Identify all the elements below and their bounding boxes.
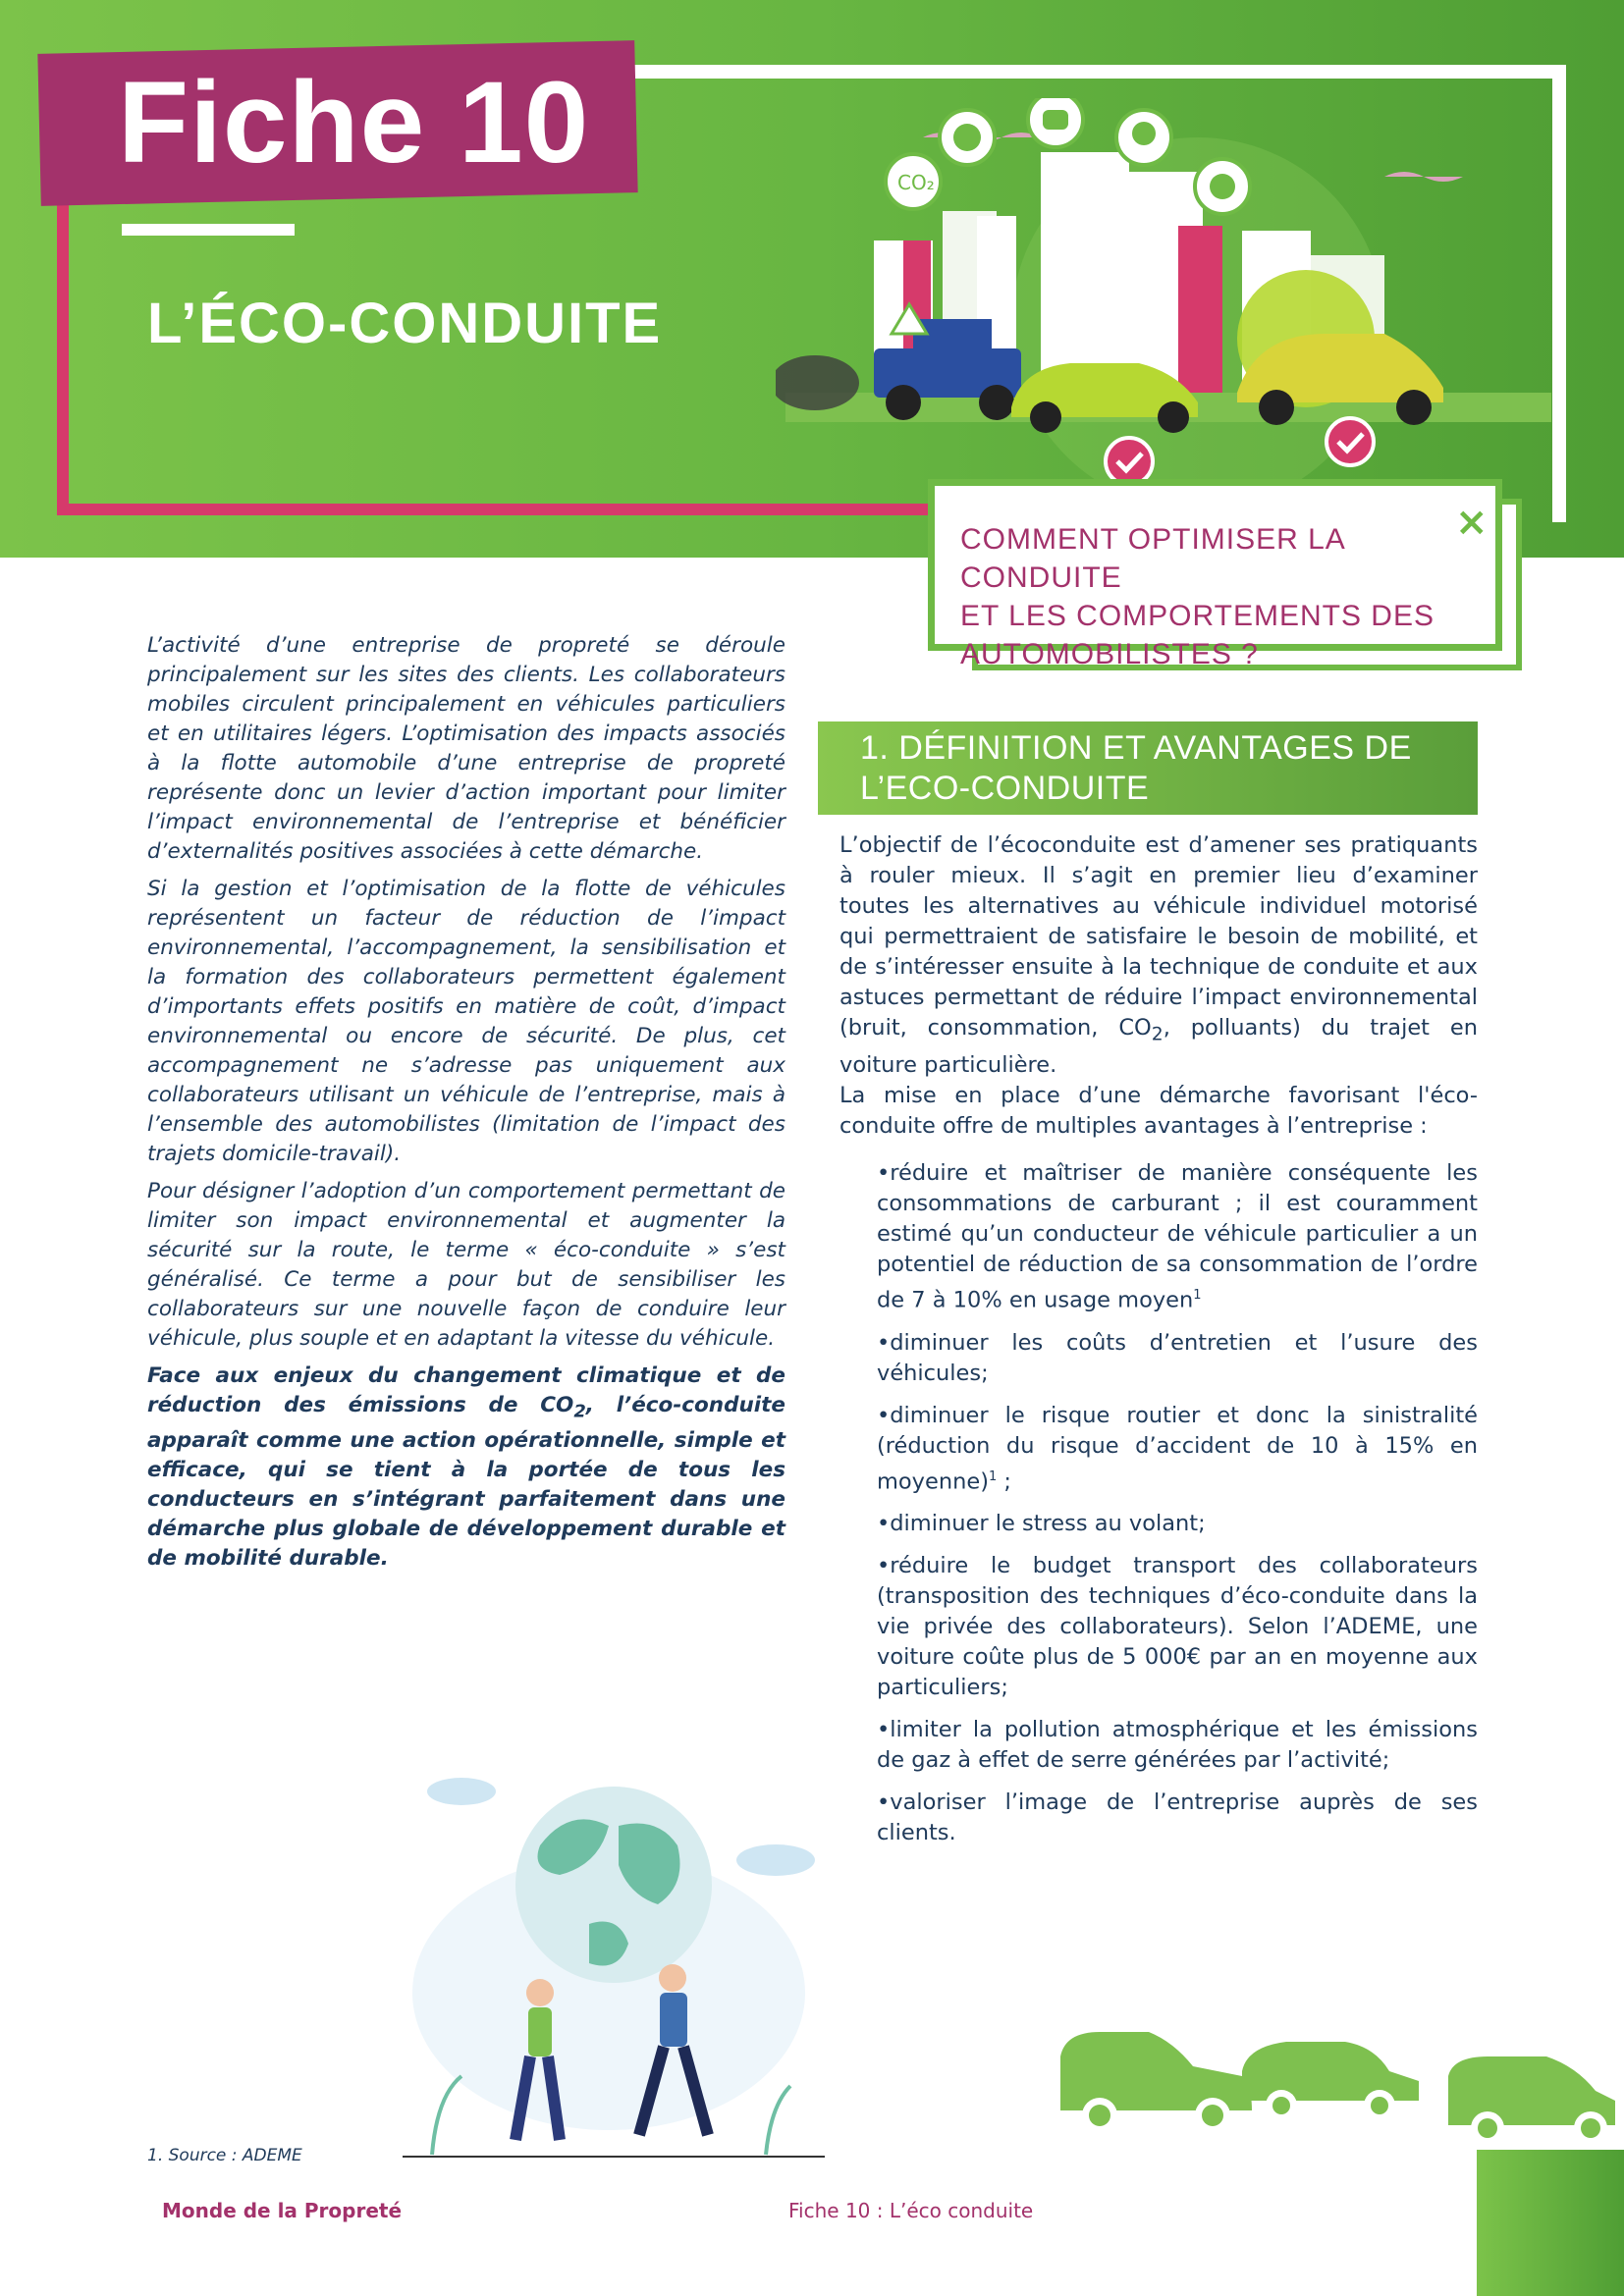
- list-item: •diminuer les coûts d’entretien et l’usure des véhicules;: [877, 1329, 1478, 1386]
- car-icon: [1448, 2056, 1615, 2145]
- check-badge-icon: [1106, 438, 1153, 485]
- list-item: •diminuer le stress au volant;: [877, 1511, 1206, 1536]
- earth-people-illustration: [393, 1767, 825, 2160]
- question-line: COMMENT OPTIMISER LA CONDUITE: [960, 523, 1345, 594]
- intro-paragraph: L’activité d’une entreprise de propreté se déroule principalement sur les sites des clients. Les collaborateurs mobiles circulent principalement en véhicules particuliers et en utilitaires légers. L’optimisation des impacts associés à la flotte automobile d’une entreprise de propreté représente donc un levier d’action important pour limiter l’impact environnemental de l’entreprise et bénéficier d’externalités positives associées à cette démarche.: [147, 633, 785, 864]
- section-paragraph: La mise en place d’une démarche favorisant l'éco-conduite offre de multiples avantages à l’entreprise :: [839, 1082, 1478, 1139]
- list-item: [877, 1158, 1478, 1316]
- intro-paragraph-emphasis: [147, 1362, 785, 1574]
- footer-page-label: Fiche 10 : L’éco conduite: [788, 2199, 1034, 2222]
- footnote-ref: 1: [1193, 1288, 1202, 1303]
- intro-column: [147, 631, 785, 1581]
- list-item: •valoriser l’image de l’entreprise auprès de ses clients.: [877, 1789, 1478, 1845]
- footnote: 1. Source : ADEME: [147, 2146, 302, 2165]
- text-fragment: , l’éco-conduite apparaît comme une action opérationnelle, simple et efficace, qui se tient à la portée de tous les conducteurs en s’intégrant parfaitement dans une démarche plus globale de développement durable et de mobilité durable.: [147, 1393, 785, 1572]
- section-title: [860, 728, 1459, 809]
- text-fragment: , polluants) du trajet en voiture particulière.: [839, 1015, 1478, 1078]
- section-body: [839, 830, 1478, 1142]
- title-underline: [122, 224, 295, 236]
- co2-label: CO₂: [897, 171, 935, 194]
- question-text: [960, 520, 1490, 673]
- intro-paragraph: Pour désigner l’adoption d’un comportement permettant de limiter son impact environnemental et augmenter la sécurité sur la route, le terme « éco-conduite » s’est généralisé. Ce terme a pour but de sensibiliser les collaborateurs sur une nouvelle façon de conduire leur véhicule, plus souple et en adaptant la vitesse du véhicule.: [147, 1179, 785, 1351]
- question-line: AUTOMOBILISTES ?: [960, 638, 1259, 670]
- check-badge-icon: [1326, 418, 1374, 465]
- list-item: •réduire le budget transport des collaborateurs (transposition des techniques d’éco-conduite dans la vie privée des collaborateurs). Selon l’ADEME, une voiture coûte plus de 5 000€ par an en moyenne aux particuliers;: [877, 1553, 1478, 1700]
- section-paragraph: [839, 830, 1478, 1081]
- fiche-title: Fiche 10: [118, 58, 590, 187]
- section-title-line: L’ECO-CONDUITE: [860, 770, 1150, 807]
- footer-green-tab: [1477, 2150, 1624, 2296]
- intro-paragraph: Si la gestion et l’optimisation de la flotte de véhicules représentent un facteur de réduction de l’impact environnemental, l’accompagnement, la sensibilisation et la formation des collaborateurs permettent également d’importants effets positifs en matière de coût, d’impact environnemental ou encore de sécurité. De plus, cet accompagnement ne s’adresse pas uniquement aux collaborateurs utilisant un véhicule de l’entreprise, mais à l’ensemble des automobilistes (limitation de l’impact des trajets domicile-travail).: [147, 877, 785, 1166]
- car-icon: [1060, 2032, 1252, 2133]
- text-fragment: •diminuer le risque routier et donc la sinistralité (réduction du risque d’accident de 10 à 15% en moyenne): [877, 1402, 1478, 1494]
- city-traffic-illustration: [776, 98, 1551, 491]
- green-cars-illustration: [1056, 2012, 1624, 2160]
- footer-publisher: Monde de la Propreté: [162, 2199, 403, 2222]
- globe-icon: [515, 1787, 712, 1983]
- subscript: 2: [573, 1401, 586, 1422]
- question-line: ET LES COMPORTEMENTS DES: [960, 600, 1435, 632]
- benefits-list: [877, 1158, 1478, 1860]
- text-fragment: Face aux enjeux du changement climatique et de réduction des émissions de CO: [147, 1363, 785, 1417]
- footnote-ref: 1: [988, 1468, 998, 1484]
- subscript: 2: [1151, 1024, 1164, 1045]
- list-item: [877, 1401, 1478, 1498]
- page-subtitle: L’ÉCO-CONDUITE: [147, 292, 663, 355]
- car-icon: [1242, 2042, 1419, 2121]
- close-icon: ×: [1455, 500, 1489, 545]
- text-fragment: ;: [997, 1468, 1011, 1494]
- section-title-line: 1. DÉFINITION ET AVANTAGES DE: [860, 729, 1412, 767]
- yellow-car: [1237, 270, 1443, 425]
- list-item: •limiter la pollution atmosphérique et les émissions de gaz à effet de serre générées par l’activité;: [877, 1717, 1478, 1773]
- text-fragment: •réduire et maîtriser de manière conséquente les consommations de carburant ; il est couramment estimé qu’un conducteur de véhicule particulier a un potentiel de réduction de sa consommation de l’ordre de 7 à 10% en usage moyen: [877, 1160, 1478, 1313]
- text-fragment: L’objectif de l’écoconduite est d’amener ses pratiquants à rouler mieux. Il s’agit en premier lieu d’examiner toutes les alternatives au véhicule individuel motorisé qui permettraient de satisfaire le besoin de mobilité, et de s’intéresser ensuite à la technique de conduite et aux astuces permettant de réduire l’impact environnemental (bruit, consommation, CO: [839, 832, 1478, 1041]
